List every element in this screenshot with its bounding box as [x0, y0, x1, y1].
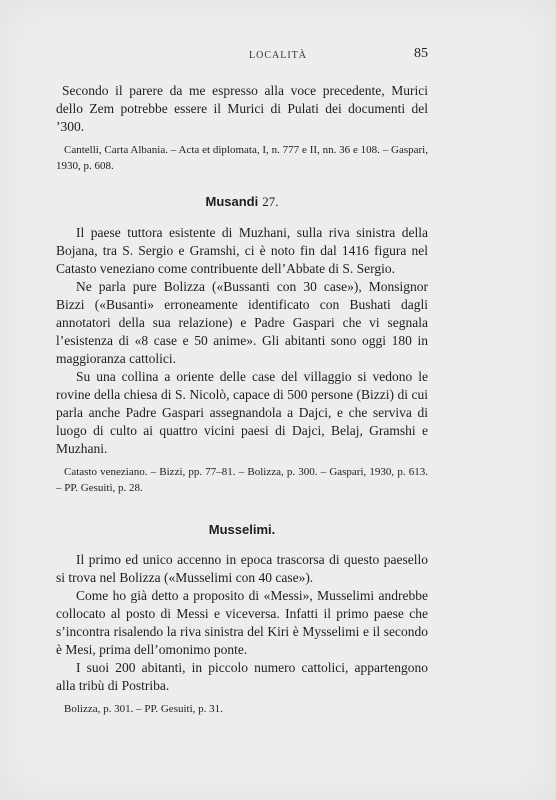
bibliography-note: Catasto veneziano. – Bizzi, pp. 77–81. – Bolizza, p. 300. – Gaspari, 1930, p. 613. – PP. Gesuiti, p. 28.: [56, 466, 428, 494]
section-spacer: [56, 174, 428, 194]
bibliography-note: Bolizza, p. 301. – PP. Gesuiti, p. 31.: [64, 703, 223, 715]
body-paragraph: Il paese tuttora esistente di Muzhani, sulla riva sinistra della Bojana, tra S. Sergio e Gramshi, ci è noto fin dal 1416 figura nel Catasto veneziano come contribuente dell’Abbate di S. Sergio.: [56, 225, 428, 276]
page-body: [56, 82, 428, 717]
entry-heading-ref: 27.: [262, 194, 279, 209]
body-paragraph: Ne parla pure Bolizza («Bussanti con 30 case»), Monsignor Bizzi («Busanti» erroneamente identificato con Bushati dagli annotatori della sua relazione) e Padre Gaspari che vi segnala l’esistenza di «8 case e 50 anime». Gli abitanti sono oggi 180 in maggioranza cattolici.: [56, 279, 428, 366]
running-head: [0, 46, 556, 70]
entry-heading: [56, 194, 428, 210]
body-paragraph: I suoi 200 abitanti, in piccolo numero cattolici, appartengono alla tribù di Postriba.: [56, 660, 428, 693]
entry-heading: [56, 522, 428, 537]
bibliography-note: Cantelli, Carta Albania. – Acta et diplomata, I, n. 777 e II, nn. 36 e 108. – Gaspari, 1930, p. 608.: [56, 144, 428, 172]
body-paragraph: Secondo il parere da me espresso alla voce precedente, Murici dello Zem potrebbe essere il Murici di Pulati dei documenti del ’300.: [56, 83, 428, 134]
running-title: LOCALITÀ: [249, 50, 307, 61]
body-paragraph: Il primo ed unico accenno in epoca trascorsa di questo paesello si trova nel Bolizza («Musselimi con 40 case»).: [56, 552, 428, 585]
body-paragraph: Come ho già detto a proposito di «Messi», Musselimi andrebbe collocato al posto di Messi e viceversa. Infatti il primo paese che s’incontra risalendo la riva sinistra del Kiri è Mysselimi e il secondo è Mesi, prima dell’omonimo ponte.: [56, 588, 428, 657]
entry-heading-title: Musandi: [205, 194, 259, 209]
body-paragraph: Su una collina a oriente delle case del villaggio si vedono le rovine della chiesa di S. Nicolò, capace di 500 persone (Bizzi) di cui parla anche Padre Gaspari assegnandola a Dajci, e che serviva di luogo di culto ai quattro vicini paesi di Dajci, Belaj, Gramshi e Muzhani.: [56, 369, 428, 456]
page-number: 85: [414, 46, 428, 61]
entry-heading-title: Musselimi.: [208, 522, 276, 537]
section-spacer: [56, 496, 428, 522]
heading-spacer: [56, 537, 428, 551]
heading-spacer: [56, 210, 428, 224]
